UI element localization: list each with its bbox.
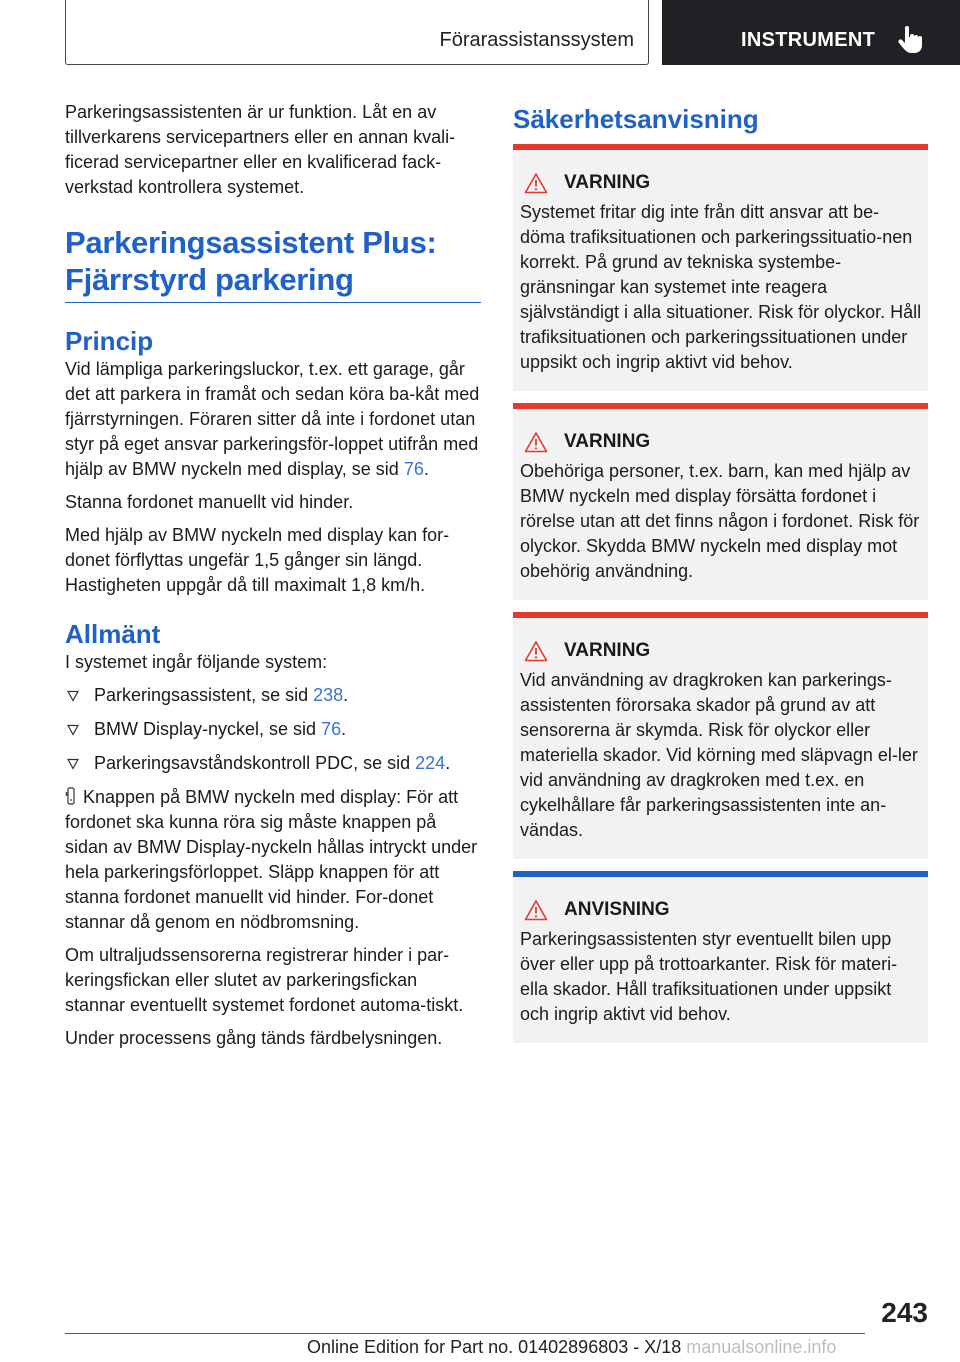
list-item-end: . [343,685,349,705]
warning-triangle-icon [524,899,548,921]
light-paragraph: Under processens gång tänds färdbelysningen. [65,1028,443,1048]
page-number: 243 [881,1297,928,1328]
list-item-text: Parkeringsavståndskontroll PDC, se sid [94,753,416,773]
header-section-tab [65,0,649,65]
list-item-text: Parkeringsassistent, se sid [94,685,314,705]
right-column [513,100,928,1055]
warning-triangle-icon [524,640,548,662]
warning-triangle-icon [524,431,548,453]
key-button-paragraph [65,785,481,935]
page-ref-link[interactable]: 76 [321,719,342,739]
footer-divider [65,1333,865,1334]
principle-text: Vid lämpliga parkeringsluckor, t.ex. ett garage, går det att parkera in framåt och sedan köra ba-kåt med fjärrstyrningen. Föraren sitter då inte i fordonet utan styr på eget ansvar parkeringsför-loppet utifrån med hjälp av BMW nyckeln med display, se sid [65,359,480,479]
header-chapter-label: INSTRUMENT [741,29,876,51]
list-item-text: BMW Display-nyckel, se sid [94,719,322,739]
header-section-label: Förarassistanssystem [439,29,634,51]
warning-box [513,612,928,859]
triangle-bullet-icon [67,690,79,702]
list-item [65,683,481,708]
edition-text: Online Edition for Part no. 01402896803 - X/18 [307,1337,682,1357]
notice-text: Parkeringsassistenten styr eventuellt bilen upp över eller upp på trottoarkanter. Risk för materi-ella skador. Håll trafiksituationen under uppsikt och ingrip aktivt vid behov. [520,929,898,1024]
warning-box [513,403,928,600]
left-column [65,100,481,1059]
main-heading [65,224,481,303]
warning-text: Systemet fritar dig inte från ditt ansvar att be-döma trafiksituationen och parkeringssituatio-nen korrekt. På grund av tekniska systembe-gränsningar kan systemet inte reagera självständigt i alla situationer. Risk för olyckor. Håll trafiksituationen och parkeringssituationen under uppsikt och ingrip aktivt vid behov. [520,202,922,372]
key-fob-icon [65,787,77,805]
hand-pointer-icon [897,26,923,54]
warning-label: VARNING [564,431,651,452]
warning-text: Obehöriga personer, t.ex. barn, kan med hjälp av BMW nyckeln med display försätta fordonet i rörelse utan att det finns någon i fordonet. Risk för olyckor. Skydda BMW nyckeln med display mot obehörig användning. [520,461,920,581]
list-item [65,751,481,776]
triangle-bullet-icon [67,724,79,736]
key-button-text: Knappen på BMW nyckeln med display: För att fordonet ska kunna röra sig måste knappen på sidan av BMW Display-nyckeln hållas intryckt under hela parkeringsförloppet. Släpp knappen för att stanna fordonet manuellt vid hinder. For-donet stannar då genom en nödbromsning. [65,787,478,932]
warning-label: VARNING [564,172,651,193]
page-ref-link[interactable]: 238 [313,685,344,705]
list-item [65,717,481,742]
principle-text-end: . [423,459,429,479]
main-heading-line2: Fjärrstyrd parkering [65,262,354,297]
main-heading-line1: Parkeringsassistent Plus: [65,225,437,260]
page-ref-link[interactable]: 224 [415,753,446,773]
notice-title [524,899,922,921]
warning-box [513,144,928,391]
warning-text: Vid användning av dragkroken kan parkerings-assistenten förorsaka skador på grund av att sensorerna är skymda. Risk för olyckor eller materiella skador. Vid körning med släpvagn el-ler vid användning av dragkroken med t.ex. en cykelhållare får parkeringsassistenten inte an-vändas. [520,670,918,840]
footer-edition [307,1337,836,1358]
principle-paragraph-3: Med hjälp av BMW nyckeln med display kan for-donet förflyttas ungefär 1,5 gånger sin längd. Hastigheten uppgår då till maximalt 1,8 km/h. [65,525,450,595]
page-ref-link[interactable]: 76 [403,459,424,479]
triangle-bullet-icon [67,758,79,770]
principle-heading: Princip [65,326,154,356]
general-heading: Allmänt [65,619,161,649]
notice-box [513,871,928,1043]
notice-label: ANVISNING [564,899,670,920]
header-chapter-tab [662,0,960,65]
principle-paragraph-1 [65,357,481,482]
warning-title [524,172,922,194]
watermark-text: manualsonline.info [681,1337,837,1357]
principle-paragraph-2: Stanna fordonet manuellt vid hinder. [65,492,354,512]
list-item-end: . [341,719,347,739]
general-intro: I systemet ingår följande system: [65,652,328,672]
intro-paragraph: Parkeringsassistenten är ur funktion. Låt en av tillverkarens servicepartners eller en annan kvali-ficerad servicepartner eller en kvalificerad fack-verkstad kontrollera systemet. [65,102,456,197]
warning-title [524,640,922,662]
warning-title [524,431,922,453]
safety-heading: Säkerhetsanvisning [513,104,759,134]
warning-triangle-icon [524,172,548,194]
system-list [65,683,481,776]
list-item-end: . [445,753,451,773]
sensor-paragraph: Om ultraljudssensorerna registrerar hinder i par-keringsfickan eller slutet av parkeringsfickan stannar eventuellt systemet fordonet automa-tiskt. [65,945,464,1015]
warning-label: VARNING [564,640,651,661]
